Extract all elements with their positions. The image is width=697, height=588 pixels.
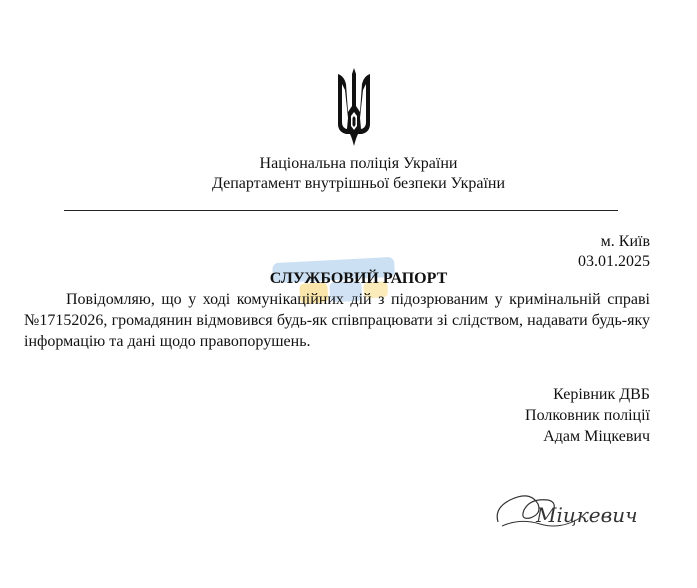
trident-emblem-icon bbox=[334, 66, 374, 148]
document-title: СЛУЖБОВИЙ РАПОРТ bbox=[269, 270, 448, 287]
department-name: Департамент внутрішньої безпеки України bbox=[211, 175, 506, 192]
header-divider bbox=[64, 210, 618, 211]
document-city: м. Київ bbox=[600, 233, 650, 250]
document-date: 03.01.2025 bbox=[578, 253, 650, 270]
handwritten-signature-icon bbox=[490, 478, 650, 538]
organization-name: Національна поліція України bbox=[259, 155, 458, 172]
signatory-position: Керівник ДВБ bbox=[553, 386, 650, 403]
report-body-text: Повідомляю, що у ході комунікаційних дій з підозрюваним у кримінальній справі №17152026, громадянин відмовився будь-як співпрацювати зі слідством, надавати будь-яку інформацію та дані щодо правопорушень. bbox=[24, 291, 650, 350]
svg-text:Міцкевич: Міцкевич bbox=[536, 503, 638, 527]
signatory-name: Адам Міцкевич bbox=[543, 428, 650, 445]
signatory-rank: Полковник поліції bbox=[525, 407, 650, 424]
